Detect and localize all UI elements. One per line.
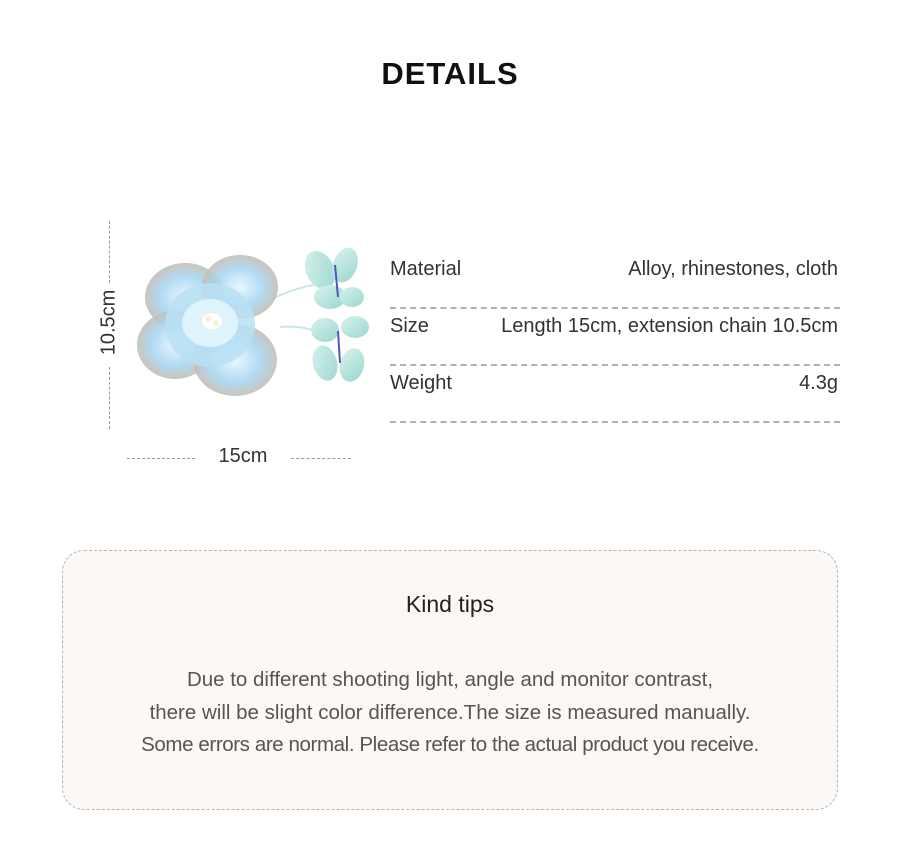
spec-value: Alloy, rhinestones, cloth bbox=[628, 258, 838, 280]
spec-row-material bbox=[390, 252, 840, 309]
butterfly-bottom bbox=[309, 316, 369, 385]
spec-label: Weight bbox=[390, 372, 452, 394]
page-title: DETAILS bbox=[381, 56, 519, 91]
product-figure bbox=[95, 215, 385, 480]
width-dimension-line-right bbox=[291, 458, 351, 459]
spec-label: Size bbox=[390, 315, 429, 337]
kind-tips-box bbox=[62, 550, 838, 810]
spec-row-weight bbox=[390, 366, 840, 423]
spec-row-size bbox=[390, 309, 840, 366]
kind-tips-line: Some errors are normal. Please refer to the actual product you receive. bbox=[141, 733, 759, 756]
height-dimension-label: 10.5cm bbox=[97, 289, 120, 356]
kind-tips-line: Due to different shooting light, angle and monitor contrast, bbox=[186, 668, 714, 691]
kind-tips-line: there will be slight color difference.The size is measured manually. bbox=[149, 701, 751, 724]
width-dimension-label: 15cm bbox=[218, 445, 268, 467]
spec-label: Material bbox=[390, 258, 462, 280]
spec-value: 4.3g bbox=[799, 372, 838, 394]
flower bbox=[137, 255, 278, 396]
spec-table bbox=[390, 252, 840, 423]
kind-tips-title: Kind tips bbox=[405, 591, 495, 617]
width-dimension-line-left bbox=[127, 458, 195, 459]
butterfly-top bbox=[299, 244, 364, 309]
height-dimension-line-bottom bbox=[109, 367, 110, 429]
flower-hairpin-image bbox=[130, 235, 370, 415]
spec-value: Length 15cm, extension chain 10.5cm bbox=[501, 315, 838, 337]
height-dimension-line-top bbox=[109, 221, 110, 283]
